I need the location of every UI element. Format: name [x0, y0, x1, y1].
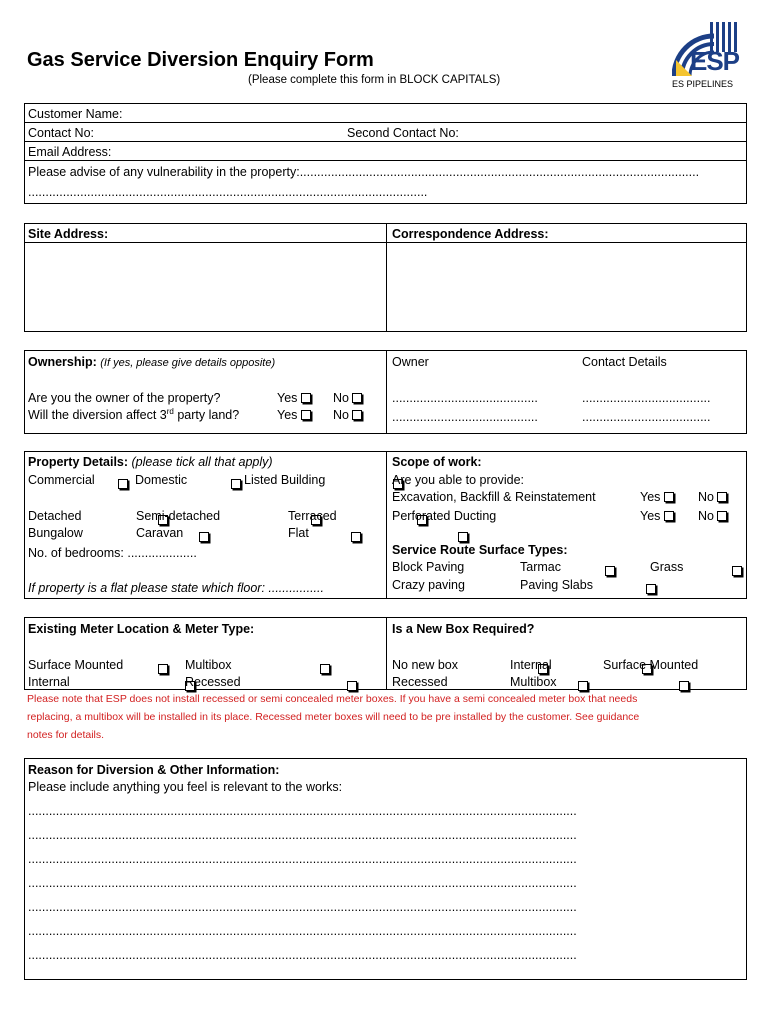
commercial-checkbox[interactable]	[118, 479, 128, 489]
surface-types-label: Service Route Surface Types:	[392, 543, 568, 557]
reason-label: Reason for Diversion & Other Information:	[28, 763, 280, 777]
reason-box	[24, 758, 747, 980]
crazy-paving-option[interactable]: Crazy paving	[392, 578, 465, 592]
block-paving-option[interactable]: Block Paving	[392, 560, 465, 574]
meter-recessed-option[interactable]: Recessed	[185, 675, 241, 689]
esp-logo	[672, 20, 744, 92]
ducting-no-checkbox[interactable]	[717, 511, 727, 521]
no-new-box-option[interactable]: No new box	[392, 658, 459, 672]
ducting-yes-option[interactable]: Yes	[640, 508, 674, 524]
vulnerability-dots-line2: ...................................................................................................................	[28, 185, 428, 199]
newbox-surface-mounted-option[interactable]: Surface Mounted	[603, 658, 699, 672]
meter-location-label: Existing Meter Location & Meter Type:	[28, 622, 255, 636]
domestic-option[interactable]: Domestic	[135, 473, 188, 487]
third-party-no-checkbox[interactable]	[352, 410, 362, 420]
reason-line-2[interactable]: ..............................................................................................................................................................	[28, 828, 577, 842]
bungalow-checkbox[interactable]	[199, 532, 209, 542]
property-note: (please tick all that apply)	[131, 455, 273, 469]
meter-notice-line3: notes for details.	[27, 729, 105, 741]
caravan-option[interactable]: Caravan	[136, 526, 184, 540]
owner-yes-checkbox[interactable]	[301, 393, 311, 403]
newbox-recessed-option[interactable]: Recessed	[392, 675, 448, 689]
reason-line-5[interactable]: ..............................................................................................................................................................	[28, 900, 577, 914]
third-party-yes-option[interactable]: Yes	[277, 407, 311, 423]
meter-notice-line2: replacing, a multibox will be installed in its place. Recessed meter boxes will need to be pre installed by the customer. See guidance	[27, 711, 640, 723]
ownership-label: Ownership:	[28, 355, 97, 369]
grass-option[interactable]: Grass	[650, 560, 684, 574]
email-label[interactable]: Email Address:	[28, 145, 112, 159]
reason-line-3[interactable]: ..............................................................................................................................................................	[28, 852, 577, 866]
logo-text: ESP	[690, 46, 740, 76]
excavation-label: Excavation, Backfill & Reinstatement	[392, 490, 596, 504]
tarmac-checkbox[interactable]	[732, 566, 742, 576]
vulnerability-label[interactable]	[28, 164, 742, 180]
contact-no-label[interactable]: Contact No:	[28, 126, 95, 140]
meter-surface-mounted-option[interactable]: Surface Mounted	[28, 658, 124, 672]
ownership-note: (If yes, please give details opposite)	[100, 357, 276, 369]
bedrooms-field[interactable]: No. of bedrooms: ....................	[28, 546, 197, 560]
ducting-yes-checkbox[interactable]	[664, 511, 674, 521]
property-scope-box	[24, 451, 747, 599]
semi-detached-option[interactable]: Semi-detached	[136, 509, 221, 523]
contact-details-field-2[interactable]: .....................................	[582, 410, 711, 424]
tarmac-option[interactable]: Tarmac	[520, 560, 561, 574]
property-label: Property Details:	[28, 455, 129, 469]
customer-details-box	[24, 103, 747, 204]
vulnerability-dots: ...................................................................................................................	[299, 165, 700, 179]
domestic-checkbox[interactable]	[231, 479, 241, 489]
meter-internal-option[interactable]: Internal	[28, 675, 70, 689]
meter-notice-line1: Please note that ESP does not install recessed or semi concealed meter boxes. If you have a semi concealed meter box that needs	[27, 693, 638, 705]
meter-multibox-checkbox[interactable]	[320, 664, 330, 674]
ownership-heading	[28, 354, 275, 371]
scope-label: Scope of work:	[392, 455, 482, 469]
listed-building-option[interactable]: Listed Building	[244, 473, 326, 487]
reason-line-7[interactable]: ..............................................................................................................................................................	[28, 948, 577, 962]
customer-name-label[interactable]: Customer Name:	[28, 107, 123, 121]
owner-field-2[interactable]: ..........................................	[392, 410, 538, 424]
reason-line-1[interactable]: ..............................................................................................................................................................	[28, 804, 577, 818]
block-paving-checkbox[interactable]	[605, 566, 615, 576]
page-subtitle: (Please complete this form in BLOCK CAPITALS)	[248, 74, 501, 86]
flat-option[interactable]: Flat	[288, 526, 309, 540]
owner-no-option[interactable]: No	[333, 390, 362, 406]
third-party-question: Will the diversion affect 3rd party land?	[28, 406, 240, 422]
logo-caption: ES PIPELINES	[672, 79, 734, 89]
caravan-checkbox[interactable]	[351, 532, 361, 542]
second-contact-label[interactable]: Second Contact No:	[347, 126, 459, 140]
owner-field-1[interactable]: ..........................................	[392, 391, 538, 405]
excavation-yes-option[interactable]: Yes	[640, 489, 674, 505]
paving-slabs-option[interactable]: Paving Slabs	[520, 578, 593, 592]
correspondence-address-field[interactable]	[387, 243, 747, 331]
meter-multibox-option[interactable]: Multibox	[185, 658, 232, 672]
reason-line-4[interactable]: ..............................................................................................................................................................	[28, 876, 577, 890]
vulnerability-text: Please advise of any vulnerability in the property:	[28, 165, 300, 179]
third-party-yes-checkbox[interactable]	[301, 410, 311, 420]
flat-floor-field[interactable]: If property is a flat please state which floor: ................	[28, 581, 324, 595]
owner-question: Are you the owner of the property?	[28, 391, 221, 405]
reason-line-6[interactable]: ..............................................................................................................................................................	[28, 924, 577, 938]
correspondence-address-label: Correspondence Address:	[392, 227, 549, 241]
ownership-box	[24, 350, 747, 434]
excavation-no-option[interactable]: No	[698, 489, 727, 505]
ducting-label: Perforated Ducting	[392, 509, 497, 523]
site-address-label: Site Address:	[28, 227, 109, 241]
contact-details-column-label: Contact Details	[582, 355, 667, 369]
contact-details-field-1[interactable]: .....................................	[582, 391, 711, 405]
flat-checkbox[interactable]	[458, 532, 468, 542]
newbox-multibox-option[interactable]: Multibox	[510, 675, 557, 689]
commercial-option[interactable]: Commercial	[28, 473, 95, 487]
owner-column-label: Owner	[392, 355, 429, 369]
newbox-multibox-checkbox[interactable]	[679, 681, 689, 691]
meter-surface-mounted-checkbox[interactable]	[158, 664, 168, 674]
third-party-no-option[interactable]: No	[333, 407, 362, 423]
new-box-label: Is a New Box Required?	[392, 622, 535, 636]
scope-able-text: Are you able to provide:	[392, 473, 525, 487]
owner-yes-option[interactable]: Yes	[277, 390, 311, 406]
bungalow-option[interactable]: Bungalow	[28, 526, 83, 540]
page-title: Gas Service Diversion Enquiry Form	[27, 49, 374, 71]
detached-option[interactable]: Detached	[28, 509, 82, 523]
site-address-field[interactable]	[25, 243, 386, 331]
owner-no-checkbox[interactable]	[352, 393, 362, 403]
excavation-no-checkbox[interactable]	[717, 492, 727, 502]
reason-prompt: Please include anything you feel is relevant to the works:	[28, 780, 343, 794]
crazy-paving-checkbox[interactable]	[646, 584, 656, 594]
newbox-internal-option[interactable]: Internal	[510, 658, 552, 672]
property-heading	[28, 454, 273, 470]
meter-box	[24, 617, 747, 690]
ducting-no-option[interactable]: No	[698, 508, 727, 524]
terraced-option[interactable]: Terraced	[288, 509, 337, 523]
address-box	[24, 223, 747, 332]
excavation-yes-checkbox[interactable]	[664, 492, 674, 502]
